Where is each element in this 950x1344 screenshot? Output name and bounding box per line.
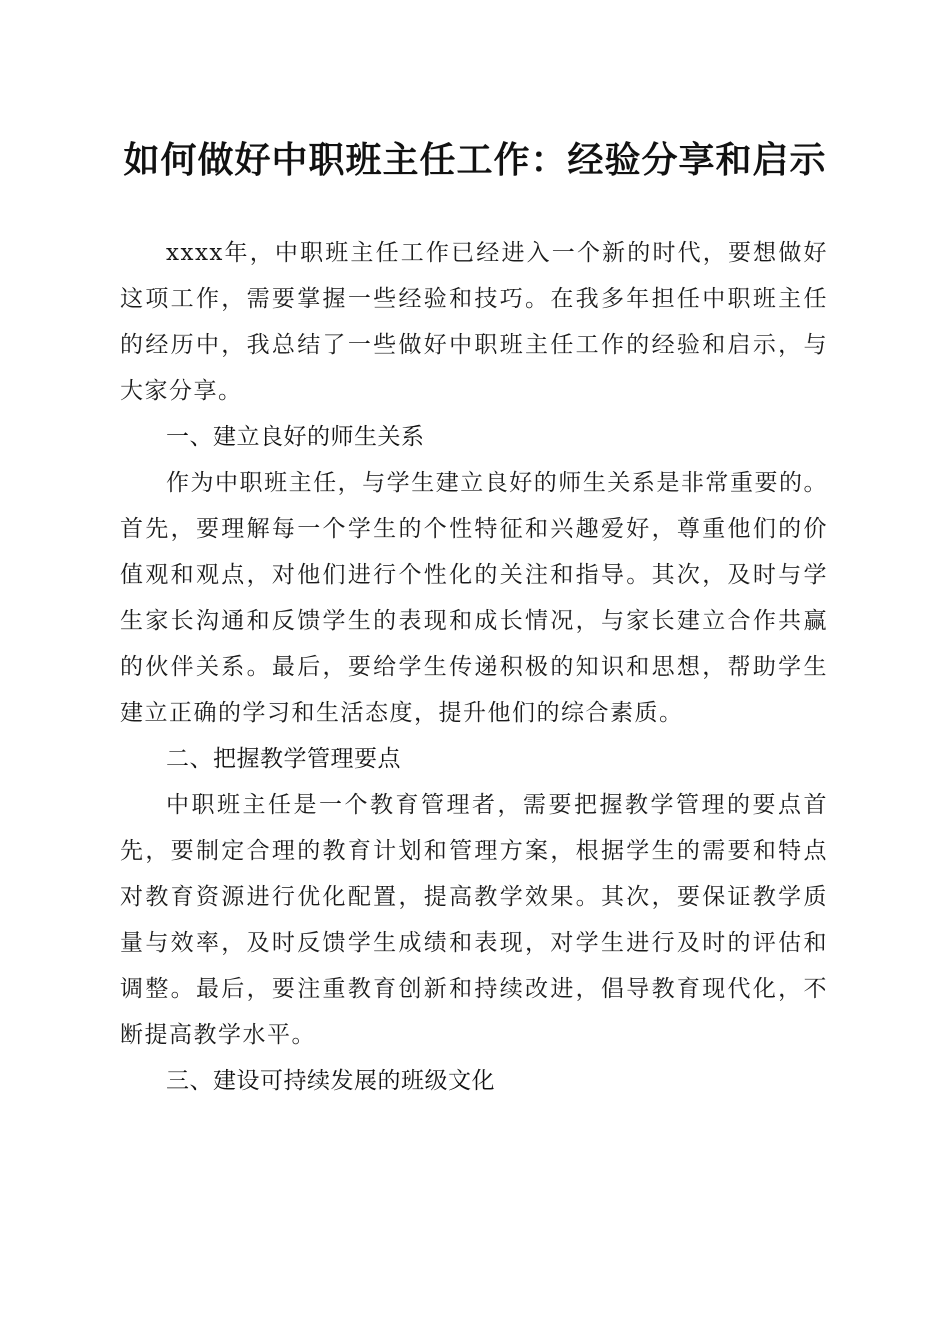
document-title: 如何做好中职班主任工作：经验分享和启示 (123, 139, 827, 181)
section-heading-2: 二、把握教学管理要点 (166, 746, 401, 772)
section-heading-3: 三、建设可持续发展的班级文化 (166, 1068, 495, 1094)
intro-paragraph: xxxx年，中职班主任工作已经进入一个新的时代，要想做好这项工作，需要掌握一些经验和技巧。在我多年担任中职班主任的经历中，我总结了一些做好中职班主任工作的经验和启示，与大家分享。 (120, 240, 828, 404)
section-paragraph-1: 作为中职班主任，与学生建立良好的师生关系是非常重要的。首先，要理解每一个学生的个性特征和兴趣爱好，尊重他们的价值观和观点，对他们进行个性化的关注和指导。其次，及时与学生家长沟通和反馈学生的表现和成长情况，与家长建立合作共赢的伙伴关系。最后，要给学生传递积极的知识和思想，帮助学生建立正确的学习和生活态度，提升他们的综合素质。 (120, 470, 828, 726)
section-paragraph-2: 中职班主任是一个教育管理者，需要把握教学管理的要点首先，要制定合理的教育计划和管理方案，根据学生的需要和特点对教育资源进行优化配置，提高教学效果。其次，要保证教学质量与效率，及时反馈学生成绩和表现，对学生进行及时的评估和调整。最后，要注重教育创新和持续改进，倡导教育现代化，不断提高教学水平。 (120, 792, 828, 1048)
document-body (120, 230, 828, 1104)
section-heading-1: 一、建立良好的师生关系 (166, 424, 425, 450)
